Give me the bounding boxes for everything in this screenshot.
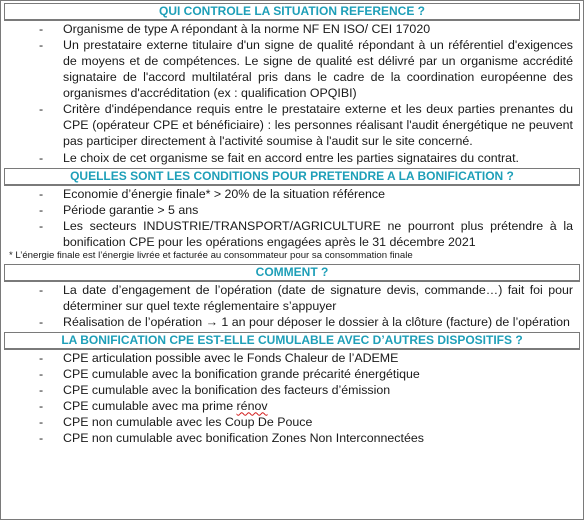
- list-item: [5, 398, 573, 414]
- list-item: - CPE cumulable avec la bonification des facteurs d’émission: [5, 382, 573, 398]
- list-item: - Les secteurs INDUSTRIE/TRANSPORT/AGRICULTURE ne pourront plus prétendre à la bonification CPE pour les opérations engagées après le 31 décembre 2021: [5, 218, 573, 250]
- list-item: - La date d’engagement de l’opération (date de signature devis, commande…) fait foi pour déterminer sur quel texte réglementaire s’appuyer: [5, 282, 573, 314]
- arrow-right-icon: →: [205, 314, 218, 329]
- list-item: - CPE non cumulable avec les Coup De Pouce: [5, 414, 573, 430]
- list-item: - CPE non cumulable avec bonification Zones Non Interconnectées: [5, 430, 573, 446]
- list-item: [5, 314, 573, 330]
- section-header-cumulable: LA BONIFICATION CPE EST-ELLE CUMULABLE AVEC D’AUTRES DISPOSITIFS ?: [4, 332, 580, 350]
- section-header-situation-reference: QUI CONTROLE LA SITUATION REFERENCE ?: [4, 3, 580, 21]
- item-text: CPE cumulable avec ma prime: [63, 398, 237, 413]
- section-situation-reference: [5, 21, 579, 166]
- list-item: - Organisme de type A répondant à la norme NF EN ISO/ CEI 17020: [5, 21, 573, 37]
- list-item: - CPE cumulable avec la bonification grande précarité énergétique: [5, 366, 573, 382]
- list-item: - Critère d'indépendance requis entre le prestataire externe et les deux parties prenantes du CPE (opérateur CPE et bénéficiaire) : les personnes réalisant l'audit énergétique ne peuvent pas participer directement à l'activité soumise à l'audit sur le site concerné.: [5, 101, 573, 150]
- section-cumulable: [5, 350, 579, 446]
- section-header-comment: COMMENT ?: [4, 264, 580, 282]
- footnote: * L’énergie finale est l’énergie livrée et facturée au consommateur pour sa consommation finale: [9, 249, 413, 261]
- list-item: - Un prestataire externe titulaire d'un signe de qualité répondant à un référentiel d'exigences de moyens et de compétences. Le signe de qualité est délivré par un organisme accrédité signataire de l'accord multilatéral pris dans le cadre de la coordination européenne des organismes d'accréditation (ex : qualification OPQIBI): [5, 37, 573, 101]
- list-item: - CPE articulation possible avec le Fonds Chaleur de l’ADEME: [5, 350, 573, 366]
- spellcheck-underlined-word: rénov: [236, 398, 268, 413]
- item-text: 1 an pour déposer le dossier à la clôture (facture) de l’opération: [217, 314, 570, 329]
- list-item: - Période garantie > 5 ans: [5, 202, 573, 218]
- list-item: - Economie d’énergie finale* > 20% de la situation référence: [5, 186, 573, 202]
- list-item: - Le choix de cet organisme se fait en accord entre les parties signataires du contrat.: [5, 150, 573, 166]
- section-conditions: [5, 186, 579, 262]
- section-comment: [5, 282, 579, 330]
- item-text: Réalisation de l’opération: [63, 314, 206, 329]
- section-header-conditions: QUELLES SONT LES CONDITIONS POUR PRETENDRE A LA BONIFICATION ?: [4, 168, 580, 186]
